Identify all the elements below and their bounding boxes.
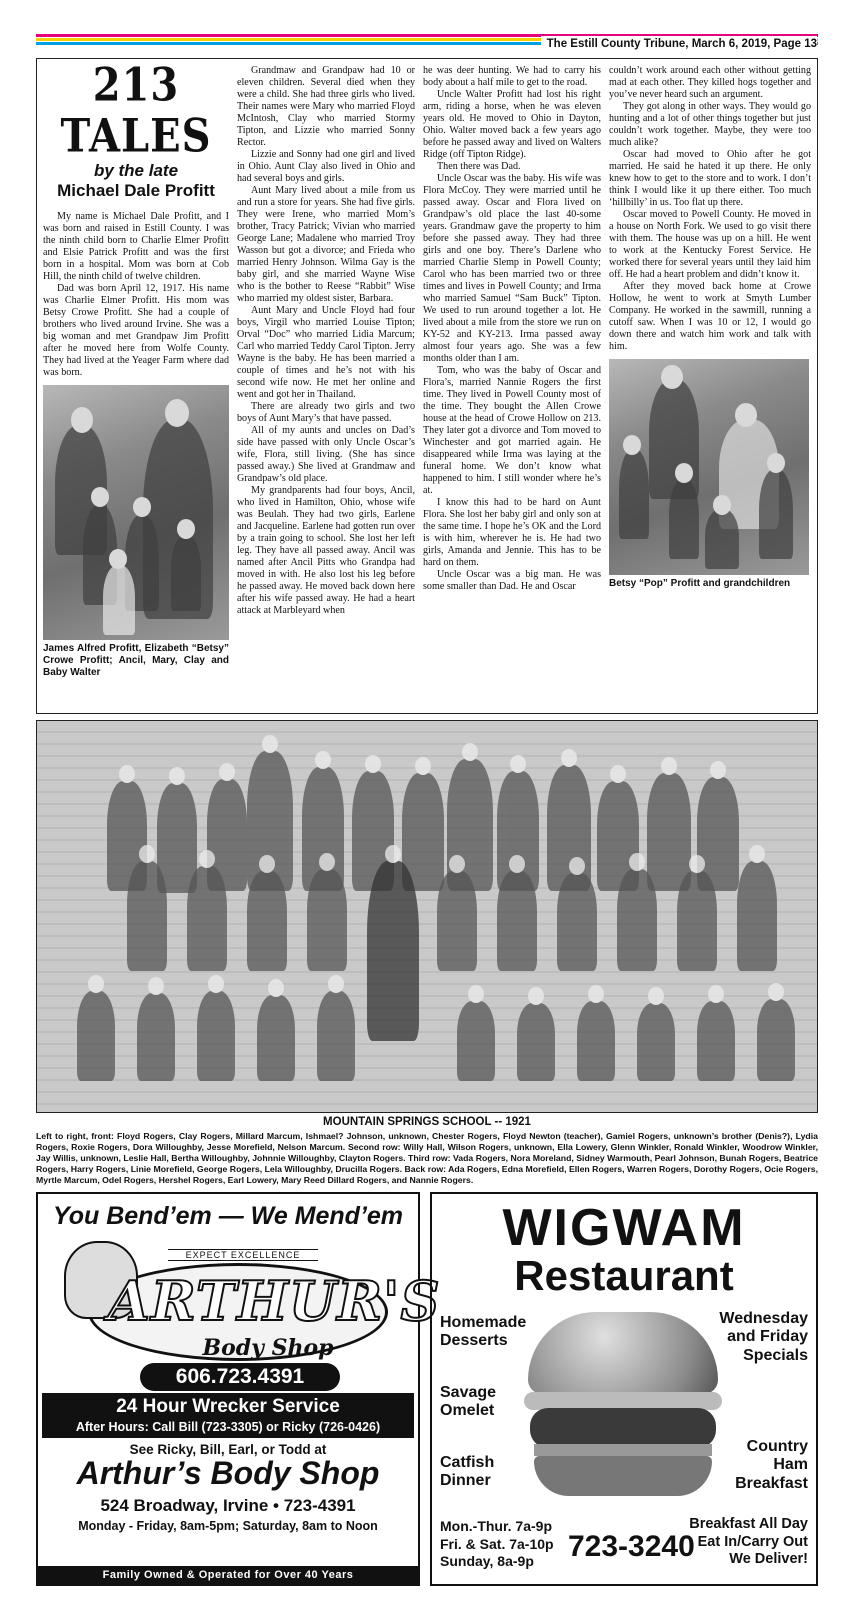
paragraph: Uncle Oscar was the baby. His wife was Flora McCoy. They were married until he passed away. Oscar and Flora lived on Grandpaw’s old place the last 40-some years. Grandmaw gave the property to him before she passed away. They had three girls and one boy. There’s Darlene who married Charlie Slemp in Powell County; Carol who has been married two or three times and lives in Powell County; and Irma who married Samuel “Sam Buck” Tipton. We used to run around together a lot. He lived about a mile from the store we run on KY-52 and KY-213. Irma passed away almost four years ago. She was a few months older than I am. bbox=[423, 173, 601, 364]
we-deliver: We Deliver! bbox=[729, 1551, 808, 1568]
paragraph: couldn’t work around each other without getting mad at each other. They killed hogs together and you’ve never heard such an argument. bbox=[609, 65, 811, 100]
family-photo-caption: James Alfred Profitt, Elizabeth “Betsy” Crowe Profitt; Ancil, Mary, Clay and Baby Walter bbox=[43, 643, 229, 679]
logo-brand-sub: Body Shop bbox=[202, 1335, 334, 1361]
menu-country-ham-breakfast: Country Ham Breakfast bbox=[735, 1438, 808, 1492]
restaurant-hours bbox=[440, 1518, 554, 1571]
restaurant-type: Restaurant bbox=[514, 1252, 734, 1299]
restaurant-services bbox=[689, 1516, 808, 1569]
article-column-4 bbox=[609, 65, 811, 590]
paragraph: My grandparents had four boys, Ancil, who lived in Hamilton, Ohio, whose wife was Beulah. They had two girls, Earlene and Jacqueline. Earlene had gotten run over by a train going to school. She lost her left leg. They have all passed away. Ancil was named after Ancil Pitts who Grandpa had moved in with. He also lost his leg before he passed away. He moved back down here after his wife passed away. He had a heart attack at Marbleyard when bbox=[237, 485, 415, 616]
paragraph: Aunt Mary and Uncle Floyd had four boys, Virgil who married Louise Tipton; Orval “Doc” who married Lidia Marcum; Carl who married Teddy Carol Tipton. Jerry Wayne is the baby. He has been married a couple of times and he’s not with his second wife now. He met her online and went and got her in Thailand. bbox=[237, 305, 415, 400]
hours-sunday: Sunday, 8a-9p bbox=[440, 1553, 534, 1569]
shop-address: 524 Broadway, Irvine • 723-4391 bbox=[100, 1496, 356, 1515]
byline: by the late bbox=[93, 161, 179, 180]
school-photo-title: MOUNTAIN SPRINGS SCHOOL -- 1921 bbox=[323, 1116, 531, 1128]
paragraph: Then there was Dad. bbox=[437, 161, 521, 172]
hours-weekday: Mon.-Thur. 7a-9p bbox=[440, 1518, 552, 1534]
hamburger-icon bbox=[528, 1312, 718, 1508]
logo-brand: ARTHUR'S bbox=[108, 1269, 441, 1333]
page-header: The Estill County Tribune, March 6, 2019, Page 13 bbox=[541, 36, 817, 52]
shop-name: Arthur’s Body Shop bbox=[76, 1455, 380, 1491]
school-photo-caption: Left to right, front: Floyd Rogers, Clay Rogers, Millard Marcum, Ishmael? Johnson, unknown, Chester Rogers, Floyd Newton (teacher), Gamiel Rogers, unknown’s brother (Denis?), Lydia Rogers, Roxie Rogers, Dora Willoughby, Jesse Morefield, Nelson Marcum. Second row: Willy Hall, Wilson Rogers, unknown, Ella Lowery, Glenn Winkler, Ronald Winkler, Woodrow Winkler, Jay Willis, unknown, Leslie Hall, Bertha Willoughby, Johnnie Willoughby, Clayton Rogers. Third row: Vada Rogers, Nora Moreland, Sidney Warmouth, Pearl Johnson, Bunah Rogers, Beatrice Rogers, Harry Rogers, Linie Morefield, George Rogers, Lela Willoughby, Drucilla Rogers. Back row: Ada Rogers, Edna Morefield, Ellen Rogers, Warren Rogers, Dorothy Rogers, Ocie Rogers, Myrtle Marcum, Odel Rogers, Hershel Rogers, Earl Lowery, Mary Reed Dillard Rogers, and Nannie Rogers. bbox=[36, 1131, 818, 1185]
ad-tagline: You Bend’em — We Mend’em bbox=[52, 1202, 404, 1230]
paragraph: My name is Michael Dale Profitt, and I was born and raised in Estill County. I was the ninth child born to Charlie Elmer Profitt and Elsie Patrick Profitt and was the first born in a hospital. Mom was born at Cob Hill, the ninth child of twelve children. bbox=[43, 211, 229, 283]
paragraph: All of my aunts and uncles on Dad’s side have passed with only Uncle Oscar’s wife, Flora, still living. (She has since passed away.) She lived at Grandmaw and Grandpaw’s old place. bbox=[237, 425, 415, 484]
paragraph: Uncle Walter Profitt had lost his right arm, riding a horse, when he was eleven years old. He moved to Ohio in Dayton, Ohio. Walter moved back a few years ago before he passed away and lived on Walters Ridge (off Tipton Ridge). bbox=[423, 89, 601, 160]
paragraph: I know this had to be hard on Aunt Flora. She lost her baby girl and only son at the same time. I hope he’s OK and the Lord is with him, wherever he is. He had two girls, Amanda and Jennie. This has to be hard on them. bbox=[423, 497, 601, 568]
restaurant-name: WIGWAM bbox=[502, 1199, 746, 1257]
eat-in-carry-out: Eat In/Carry Out bbox=[697, 1533, 808, 1550]
paragraph: Uncle Oscar was a big man. He was some smaller than Dad. He and Oscar bbox=[423, 569, 601, 592]
hours-weekend: Fri. & Sat. 7a-10p bbox=[440, 1535, 554, 1552]
article-213-tales bbox=[36, 58, 818, 714]
article-column-3 bbox=[423, 65, 601, 593]
wrecker-service: 24 Hour Wrecker Service bbox=[116, 1396, 340, 1417]
grandchildren-photo bbox=[609, 359, 809, 575]
column-title: 213 TALES bbox=[60, 58, 212, 163]
paragraph: Tom, who was the baby of Oscar and Flora’s, married Nannie Rogers the first time. They lived in Powell County most of the time. They bought the Allen Crowe house at the head of Crowe Hollow on 213. They later got a divorce and Tom moved to Winchester and got married again. He disappeared while Irma was laying at the funeral home. We don’t know what happened to him. I still wonder where he’s at. bbox=[423, 365, 601, 496]
arthurs-logo bbox=[58, 1235, 441, 1389]
paragraph: Oscar moved to Powell County. He moved in a house on North Fork. We used to go visit there with them. The house was up on a hill. He went to work at the Kentucky Forest Service. He worked there for several years until they laid him off. He had a heart problem and didn’t know it. bbox=[609, 209, 811, 280]
paragraph: Lizzie and Sonny had one girl and lived in Ohio. Aunt Clay also lived in Ohio and had several boys and girls. bbox=[237, 149, 415, 184]
family-photo bbox=[43, 385, 229, 640]
restaurant-phone: 723-3240 bbox=[568, 1530, 695, 1563]
menu-savage-omelet: Savage Omelet bbox=[440, 1384, 497, 1420]
menu-catfish-dinner: Catfish Dinner bbox=[440, 1454, 495, 1490]
see-staff: See Ricky, Bill, Earl, or Todd at bbox=[129, 1442, 327, 1457]
grandchildren-photo-caption: Betsy “Pop” Profitt and grandchildren bbox=[609, 578, 791, 589]
paragraph: Grandmaw and Grandpaw had 10 or eleven children. Several died when they were a child. She had three girls who lived. Their names were Mary who married Floyd McIntosh, Clay who married Stormy Tipton, and Lizzie who married Sonny Rector. bbox=[237, 65, 415, 148]
wrecker-banner bbox=[42, 1393, 414, 1438]
logo-expect-excellence: EXPECT EXCELLENCE bbox=[168, 1249, 318, 1261]
paragraph: he was deer hunting. We had to carry his body about a half mile to get to the road. bbox=[423, 65, 601, 88]
wigwam-restaurant-ad bbox=[430, 1192, 818, 1586]
shop-hours: Monday - Friday, 8am-5pm; Saturday, 8am to Noon bbox=[78, 1519, 378, 1533]
breakfast-all-day: Breakfast All Day bbox=[689, 1516, 808, 1532]
paragraph: Dad was born April 12, 1917. His name was Charlie Elmer Profitt. His mom was Betsy Crowe Profitt. She had a couple of brothers who lived around Irvine. She was a big woman and met Grandpaw Jim Profitt after he moved here from Wolfe County. They had lived at the Yeager Farm where dad was born. bbox=[43, 283, 229, 379]
article-column-1 bbox=[43, 58, 229, 679]
paragraph: Aunt Mary lived about a mile from us and run a store for years. She had five girls. They were Irene, who married Mom’s brother, Tracy Patrick; Vivian who married George Lane; Madalene who married Troy Wasson but got a divorce; and Frieda who married Henry Johnson. Wilma Gay is the baby girl, and she married Wayne Wise who is the bother to Reese “Rabbit” Wise who married my oldest sister, Barbara. bbox=[237, 185, 415, 304]
paragraph: After they moved back home at Crowe Hollow, he went to work at Smyth Lumber Company. He worked in the sawmill, running a cutoff saw. When I was 10 or 12, I would go down there and watch him work and talk with him. bbox=[609, 281, 811, 352]
arthurs-body-shop-ad bbox=[36, 1192, 441, 1586]
menu-homemade-desserts: Homemade Desserts bbox=[440, 1314, 527, 1350]
family-owned-banner: Family Owned & Operated for Over 40 Years bbox=[38, 1566, 418, 1584]
after-hours: After Hours: Call Bill (723-3305) or Ricky (726-0426) bbox=[75, 1420, 381, 1434]
menu-specials: Wednesday and Friday Specials bbox=[719, 1310, 808, 1364]
mountain-springs-school-photo bbox=[36, 720, 818, 1113]
paragraph: There are already two girls and two boys of Aunt Mary’s that have passed. bbox=[237, 401, 415, 424]
paragraph: They got along in other ways. They would go hunting and a lot of other things together but just couldn’t work together. Maybe, they were too much alike? bbox=[609, 101, 811, 148]
paragraph: Oscar had moved to Ohio after he got married. He said he hated it up there. He only knew how to get to the store and to work. I don’t think I would like it up there either. Too much ‘hillbilly’ in us. Too flat up there. bbox=[609, 149, 811, 208]
author-name: Michael Dale Profitt bbox=[57, 181, 215, 201]
ad-phone: 606.723.4391 bbox=[140, 1363, 340, 1391]
article-column-2 bbox=[237, 65, 415, 617]
